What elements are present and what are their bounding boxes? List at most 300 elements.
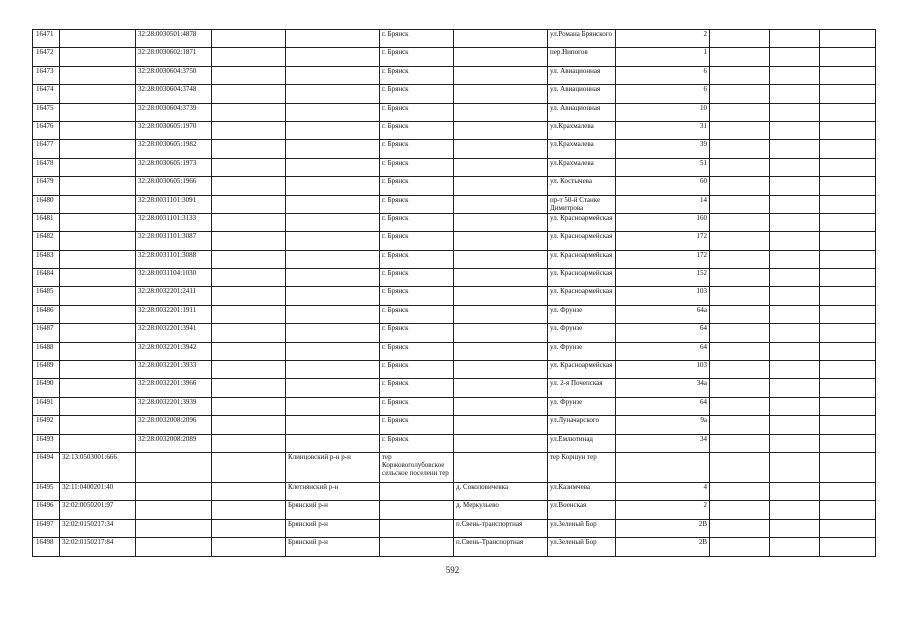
empty-cell: [710, 232, 770, 250]
empty-cell: [820, 482, 876, 500]
empty-cell: [820, 342, 876, 360]
street-cell: ул. Красноармейская: [548, 287, 616, 305]
city-cell: г. Брянск: [380, 361, 454, 379]
settlement-cell: [454, 195, 548, 213]
district-cell: [286, 269, 380, 287]
street-cell: ул.Романа Брянского: [548, 30, 616, 48]
street-cell: ул. Красноармейская: [548, 232, 616, 250]
street-cell: ул. Фрунзе: [548, 342, 616, 360]
street-cell: ул. Авиационная: [548, 85, 616, 103]
empty-cell: [212, 452, 286, 482]
district-cell: [286, 379, 380, 397]
row-id-cell: 16497: [33, 519, 60, 537]
row-id-cell: 16482: [33, 232, 60, 250]
cadastral-number-cell: 32:28:0030605:1982: [136, 140, 212, 158]
city-cell: г. Брянск: [380, 121, 454, 139]
row-id-cell: 16481: [33, 213, 60, 231]
district-cell: [286, 342, 380, 360]
cadastral-number-cell: 32:02:0150217:34: [60, 519, 136, 537]
cadastral-number-cell: [60, 195, 136, 213]
empty-cell: [710, 379, 770, 397]
empty-cell: [710, 213, 770, 231]
street-cell: ул. Красноармейская: [548, 213, 616, 231]
district-cell: [286, 177, 380, 195]
table-row: [33, 305, 876, 323]
house-number-cell: 39: [616, 140, 710, 158]
street-cell: ул.Крахмалева: [548, 121, 616, 139]
street-cell: ул. Фрунзе: [548, 324, 616, 342]
row-id-cell: 16491: [33, 397, 60, 415]
empty-cell: [820, 305, 876, 323]
district-cell: [286, 48, 380, 66]
row-id-cell: 16483: [33, 250, 60, 268]
cadastral-number-cell: [60, 305, 136, 323]
cadastral-number-cell: [136, 501, 212, 519]
empty-cell: [820, 379, 876, 397]
empty-cell: [710, 305, 770, 323]
house-number-cell: 172: [616, 232, 710, 250]
empty-cell: [212, 158, 286, 176]
empty-cell: [212, 232, 286, 250]
table-row: [33, 250, 876, 268]
empty-cell: [212, 287, 286, 305]
settlement-cell: [454, 213, 548, 231]
city-cell: г. Брянск: [380, 416, 454, 434]
district-cell: [286, 287, 380, 305]
row-id-cell: 16496: [33, 501, 60, 519]
empty-cell: [770, 195, 820, 213]
table-row: [33, 213, 876, 231]
empty-cell: [770, 85, 820, 103]
house-number-cell: 2В: [616, 519, 710, 537]
row-id-cell: 16473: [33, 66, 60, 84]
district-cell: [286, 324, 380, 342]
empty-cell: [710, 501, 770, 519]
district-cell: [286, 30, 380, 48]
street-cell: ул. Фрунзе: [548, 305, 616, 323]
city-cell: г. Брянск: [380, 103, 454, 121]
street-cell: ул. Авиационная: [548, 103, 616, 121]
empty-cell: [710, 30, 770, 48]
cadastral-number-cell: 32:28:0031101:3088: [136, 250, 212, 268]
district-cell: [286, 103, 380, 121]
cadastral-number-cell: 32:28:0031101:3133: [136, 213, 212, 231]
empty-cell: [820, 287, 876, 305]
empty-cell: [212, 48, 286, 66]
settlement-cell: [454, 158, 548, 176]
house-number-cell: 34: [616, 434, 710, 452]
street-cell: ул.Зеленый Бор: [548, 519, 616, 537]
city-cell: тер Коржовоголубовское сельское поселени тер: [380, 452, 454, 482]
cadastral-number-cell: 32:28:0030605:1970: [136, 121, 212, 139]
row-id-cell: 16486: [33, 305, 60, 323]
settlement-cell: п.Свень-Транспортная: [454, 538, 548, 556]
house-number-cell: 64а: [616, 305, 710, 323]
cadastral-number-cell: [60, 342, 136, 360]
empty-cell: [710, 158, 770, 176]
district-cell: [286, 213, 380, 231]
row-id-cell: 16474: [33, 85, 60, 103]
city-cell: г. Брянск: [380, 397, 454, 415]
empty-cell: [820, 121, 876, 139]
street-cell: ул.Военская: [548, 501, 616, 519]
cadastral-number-cell: 32:28:0032201:3939: [136, 397, 212, 415]
row-id-cell: 16494: [33, 452, 60, 482]
city-cell: г. Брянск: [380, 305, 454, 323]
cadastral-number-cell: [60, 287, 136, 305]
table-row: [33, 482, 876, 500]
cadastral-number-cell: [60, 434, 136, 452]
cadastral-number-cell: 32:28:0031104:1030: [136, 269, 212, 287]
empty-cell: [212, 342, 286, 360]
table-row: [33, 342, 876, 360]
table-row: [33, 538, 876, 556]
empty-cell: [770, 416, 820, 434]
house-number-cell: 64: [616, 397, 710, 415]
city-cell: г. Брянск: [380, 324, 454, 342]
row-id-cell: 16493: [33, 434, 60, 452]
house-number-cell: 10: [616, 103, 710, 121]
cadastral-number-cell: [136, 538, 212, 556]
cadastral-number-cell: 32:28:0032201:3966: [136, 379, 212, 397]
cadastral-number-cell: 32:28:0030602:1871: [136, 48, 212, 66]
empty-cell: [820, 324, 876, 342]
empty-cell: [710, 269, 770, 287]
table-row: [33, 48, 876, 66]
city-cell: г. Брянск: [380, 434, 454, 452]
empty-cell: [212, 140, 286, 158]
settlement-cell: [454, 324, 548, 342]
district-cell: Клетнянский р-н: [286, 482, 380, 500]
city-cell: [380, 538, 454, 556]
row-id-cell: 16471: [33, 30, 60, 48]
empty-cell: [212, 434, 286, 452]
settlement-cell: [454, 305, 548, 323]
city-cell: г. Брянск: [380, 177, 454, 195]
empty-cell: [820, 232, 876, 250]
empty-cell: [770, 538, 820, 556]
settlement-cell: д. Меркульево: [454, 501, 548, 519]
cadastral-number-cell: [60, 48, 136, 66]
row-id-cell: 16485: [33, 287, 60, 305]
house-number-cell: 9а: [616, 416, 710, 434]
empty-cell: [770, 501, 820, 519]
cadastral-number-cell: 32:02:0050201:97: [60, 501, 136, 519]
table-row: [33, 324, 876, 342]
empty-cell: [212, 213, 286, 231]
empty-cell: [212, 397, 286, 415]
district-cell: [286, 195, 380, 213]
house-number-cell: 60: [616, 177, 710, 195]
empty-cell: [820, 538, 876, 556]
house-number-cell: 1: [616, 48, 710, 66]
page-number: 592: [445, 565, 460, 575]
city-cell: г. Брянск: [380, 66, 454, 84]
city-cell: г. Брянск: [380, 158, 454, 176]
row-id-cell: 16489: [33, 361, 60, 379]
empty-cell: [212, 121, 286, 139]
empty-cell: [770, 324, 820, 342]
empty-cell: [212, 501, 286, 519]
empty-cell: [820, 195, 876, 213]
house-number-cell: 6: [616, 66, 710, 84]
table-row: [33, 501, 876, 519]
empty-cell: [820, 250, 876, 268]
empty-cell: [212, 30, 286, 48]
empty-cell: [770, 361, 820, 379]
row-id-cell: 16477: [33, 140, 60, 158]
cadastral-number-cell: [60, 397, 136, 415]
row-id-cell: 16495: [33, 482, 60, 500]
empty-cell: [820, 140, 876, 158]
settlement-cell: [454, 48, 548, 66]
settlement-cell: [454, 177, 548, 195]
cadastral-number-cell: [60, 324, 136, 342]
table-row: [33, 519, 876, 537]
city-cell: г. Брянск: [380, 232, 454, 250]
empty-cell: [710, 85, 770, 103]
settlement-cell: [454, 232, 548, 250]
city-cell: г. Брянск: [380, 342, 454, 360]
empty-cell: [820, 213, 876, 231]
district-cell: Брянский р-н: [286, 519, 380, 537]
cadastral-number-cell: [136, 519, 212, 537]
empty-cell: [710, 250, 770, 268]
row-id-cell: 16484: [33, 269, 60, 287]
house-number-cell: 14: [616, 195, 710, 213]
empty-cell: [770, 48, 820, 66]
cadastral-number-cell: [60, 140, 136, 158]
empty-cell: [212, 361, 286, 379]
empty-cell: [770, 305, 820, 323]
city-cell: г. Брянск: [380, 195, 454, 213]
house-number-cell: 103: [616, 361, 710, 379]
empty-cell: [770, 519, 820, 537]
empty-cell: [820, 452, 876, 482]
empty-cell: [212, 250, 286, 268]
empty-cell: [770, 482, 820, 500]
house-number-cell: 2В: [616, 538, 710, 556]
district-cell: [286, 305, 380, 323]
city-cell: г. Брянск: [380, 48, 454, 66]
settlement-cell: [454, 379, 548, 397]
table-body: [33, 30, 876, 557]
cadastral-number-cell: 32:28:0032201:2411: [136, 287, 212, 305]
cadastral-number-cell: [60, 121, 136, 139]
empty-cell: [820, 30, 876, 48]
cadastral-number-cell: [60, 213, 136, 231]
empty-cell: [212, 103, 286, 121]
registry-table: [32, 29, 876, 557]
table-row: [33, 232, 876, 250]
district-cell: Клинцовский р-н р-н: [286, 452, 380, 482]
cadastral-number-cell: 32:13:0503001:666: [60, 452, 136, 482]
settlement-cell: д. Соколовичевка: [454, 482, 548, 500]
empty-cell: [710, 434, 770, 452]
empty-cell: [710, 324, 770, 342]
empty-cell: [820, 66, 876, 84]
city-cell: [380, 501, 454, 519]
cadastral-number-cell: 32:28:0030605:1966: [136, 177, 212, 195]
cadastral-number-cell: [60, 416, 136, 434]
city-cell: г. Брянск: [380, 379, 454, 397]
district-cell: Брянский р-н: [286, 538, 380, 556]
empty-cell: [770, 397, 820, 415]
settlement-cell: [454, 121, 548, 139]
table-row: [33, 103, 876, 121]
empty-cell: [212, 177, 286, 195]
cadastral-number-cell: [60, 232, 136, 250]
row-id-cell: 16472: [33, 48, 60, 66]
empty-cell: [820, 48, 876, 66]
empty-cell: [770, 232, 820, 250]
empty-cell: [212, 324, 286, 342]
table-row: [33, 30, 876, 48]
cadastral-number-cell: [60, 250, 136, 268]
table-row: [33, 195, 876, 213]
empty-cell: [770, 250, 820, 268]
empty-cell: [710, 103, 770, 121]
empty-cell: [770, 213, 820, 231]
empty-cell: [212, 416, 286, 434]
cadastral-number-cell: 32:28:0031101:3091: [136, 195, 212, 213]
house-number-cell: 34а: [616, 379, 710, 397]
empty-cell: [710, 361, 770, 379]
settlement-cell: [454, 416, 548, 434]
empty-cell: [820, 103, 876, 121]
row-id-cell: 16487: [33, 324, 60, 342]
street-cell: ул.Казимчева: [548, 482, 616, 500]
street-cell: ул. Фрунзе: [548, 397, 616, 415]
district-cell: [286, 250, 380, 268]
empty-cell: [820, 269, 876, 287]
empty-cell: [710, 482, 770, 500]
cadastral-number-cell: [60, 177, 136, 195]
empty-cell: [212, 66, 286, 84]
table-row: [33, 397, 876, 415]
empty-cell: [710, 195, 770, 213]
cadastral-number-cell: 32:28:0032008:2089: [136, 434, 212, 452]
settlement-cell: [454, 287, 548, 305]
cadastral-number-cell: 32:28:0030604:3750: [136, 66, 212, 84]
district-cell: [286, 121, 380, 139]
table-row: [33, 434, 876, 452]
house-number-cell: 2: [616, 501, 710, 519]
empty-cell: [770, 452, 820, 482]
city-cell: г. Брянск: [380, 140, 454, 158]
settlement-cell: [454, 103, 548, 121]
city-cell: г. Брянск: [380, 85, 454, 103]
empty-cell: [820, 85, 876, 103]
empty-cell: [212, 305, 286, 323]
street-cell: ул. Костычева: [548, 177, 616, 195]
city-cell: г. Брянск: [380, 213, 454, 231]
table-row: [33, 66, 876, 84]
house-number-cell: 31: [616, 121, 710, 139]
empty-cell: [770, 66, 820, 84]
settlement-cell: [454, 397, 548, 415]
row-id-cell: 16492: [33, 416, 60, 434]
empty-cell: [820, 434, 876, 452]
empty-cell: [212, 379, 286, 397]
house-number-cell: 6: [616, 85, 710, 103]
cadastral-number-cell: [136, 482, 212, 500]
district-cell: [286, 232, 380, 250]
settlement-cell: п.Свень-транспортная: [454, 519, 548, 537]
empty-cell: [212, 195, 286, 213]
empty-cell: [820, 501, 876, 519]
table-row: [33, 287, 876, 305]
street-cell: ул. Красноармейская: [548, 269, 616, 287]
cadastral-number-cell: [60, 269, 136, 287]
empty-cell: [710, 416, 770, 434]
empty-cell: [770, 30, 820, 48]
street-cell: ул. 2-я Почепская: [548, 379, 616, 397]
empty-cell: [212, 538, 286, 556]
street-cell: ул. Красноармейская: [548, 361, 616, 379]
district-cell: [286, 434, 380, 452]
cadastral-number-cell: 32:28:0030501:4878: [136, 30, 212, 48]
city-cell: г. Брянск: [380, 30, 454, 48]
house-number-cell: 51: [616, 158, 710, 176]
empty-cell: [770, 103, 820, 121]
table-row: [33, 452, 876, 482]
row-id-cell: 16479: [33, 177, 60, 195]
empty-cell: [212, 269, 286, 287]
row-id-cell: 16478: [33, 158, 60, 176]
cadastral-number-cell: 32:28:0031101:3087: [136, 232, 212, 250]
cadastral-number-cell: 32:28:0032201:3941: [136, 324, 212, 342]
empty-cell: [710, 519, 770, 537]
table-row: [33, 140, 876, 158]
cadastral-number-cell: [60, 379, 136, 397]
empty-cell: [770, 158, 820, 176]
empty-cell: [212, 482, 286, 500]
table-row: [33, 121, 876, 139]
empty-cell: [770, 121, 820, 139]
empty-cell: [710, 66, 770, 84]
house-number-cell: 160: [616, 213, 710, 231]
empty-cell: [710, 140, 770, 158]
street-cell: тер Коршун тер: [548, 452, 616, 482]
empty-cell: [710, 177, 770, 195]
district-cell: [286, 85, 380, 103]
district-cell: [286, 361, 380, 379]
house-number-cell: 152: [616, 269, 710, 287]
settlement-cell: [454, 85, 548, 103]
empty-cell: [770, 434, 820, 452]
house-number-cell: 172: [616, 250, 710, 268]
settlement-cell: [454, 140, 548, 158]
cadastral-number-cell: 32:28:0030604:3739: [136, 103, 212, 121]
empty-cell: [770, 379, 820, 397]
cadastral-number-cell: 32:02:0150217:84: [60, 538, 136, 556]
row-id-cell: 16480: [33, 195, 60, 213]
house-number-cell: 64: [616, 324, 710, 342]
house-number-cell: 103: [616, 287, 710, 305]
empty-cell: [710, 397, 770, 415]
empty-cell: [770, 269, 820, 287]
district-cell: Брянский р-н: [286, 501, 380, 519]
table-row: [33, 379, 876, 397]
cadastral-number-cell: [60, 66, 136, 84]
city-cell: [380, 519, 454, 537]
settlement-cell: [454, 66, 548, 84]
cadastral-number-cell: 32:11:0400201:40: [60, 482, 136, 500]
district-cell: [286, 158, 380, 176]
empty-cell: [710, 538, 770, 556]
district-cell: [286, 66, 380, 84]
